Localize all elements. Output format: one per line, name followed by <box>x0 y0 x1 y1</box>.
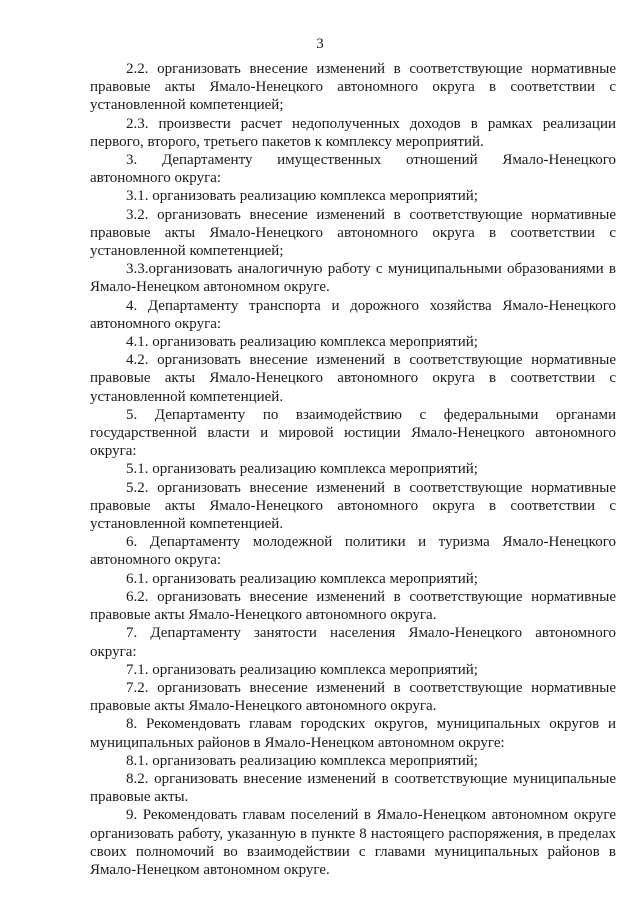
paragraph-4-2: 4.2. организовать внесение изменений в соответствующие нормативные правовые акты Ямало-Ненецкого автономного округа в соответствии с установленной компетенцией. <box>90 352 616 405</box>
paragraph-8-2: 8.2. организовать внесение изменений в соответствующие муниципальные правовые акты. <box>90 770 616 806</box>
paragraph-2-2: 2.2. организовать внесение изменений в соответствующие нормативные правовые акты Ямало-Ненецкого автономного округа в соответствии с установленной компетенцией; <box>90 61 616 114</box>
paragraph-5-2: 5.2. организовать внесение изменений в соответствующие нормативные правовые акты Ямало-Ненецкого автономного округа в соответствии с установленной компетенцией. <box>90 479 616 533</box>
paragraph-5: 5. Департаменту по взаимодействию с федеральными органами государственной власти и мировой юстиции Ямало-Ненецкого автономного округа: <box>90 406 616 460</box>
paragraph-3-1: 3.1. организовать реализацию комплекса мероприятий; <box>126 188 478 205</box>
paragraph-3: 3. Департаменту имущественных отношений Ямало-Ненецкого автономного округа: <box>90 152 616 187</box>
paragraph-3-3: 3.3.организовать аналогичную работу с муниципальными образованиями в Ямало-Ненецком автономном округе. <box>90 261 616 296</box>
page-number: 3 <box>316 36 324 52</box>
paragraph-7: 7. Департаменту занятости населения Ямало-Ненецкого автономного округа: <box>90 625 616 660</box>
paragraph-8: 8. Рекомендовать главам городских округов, муниципальных округов и муниципальных районов в Ямало-Ненецком автономном округе: <box>90 716 616 751</box>
paragraph-4: 4. Департаменту транспорта и дорожного хозяйства Ямало-Ненецкого автономного округа: <box>90 297 616 332</box>
paragraph-9: 9. Рекомендовать главам поселений в Ямало-Ненецком автономном округе организовать работу, указанную в пункте 8 настоящего распоряжения, в пределах своих полномочий во взаимодействии с главами муниципальных районов в Ямало-Ненецком автономном округе. <box>90 807 616 878</box>
paragraph-6-1: 6.1. организовать реализацию комплекса мероприятий; <box>126 570 478 587</box>
document-body <box>90 60 616 879</box>
paragraph-4-1: 4.1. организовать реализацию комплекса мероприятий; <box>126 334 478 351</box>
paragraph-7-1: 7.1. организовать реализацию комплекса мероприятий; <box>126 661 478 678</box>
paragraph-6: 6. Департаменту молодежной политики и туризма Ямало-Ненецкого автономного округа: <box>90 534 616 569</box>
paragraph-6-2: 6.2. организовать внесение изменений в соответствующие нормативные правовые акты Ямало-Ненецкого автономного округа. <box>90 588 616 624</box>
paragraph-8-1: 8.1. организовать реализацию комплекса мероприятий; <box>126 752 478 769</box>
paragraph-3-2: 3.2. организовать внесение изменений в соответствующие нормативные правовые акты Ямало-Ненецкого автономного округа в соответствии с установленной компетенцией; <box>90 206 616 260</box>
paragraph-5-1: 5.1. организовать реализацию комплекса мероприятий; <box>126 461 478 478</box>
paragraph-7-2: 7.2. организовать внесение изменений в соответствующие нормативные правовые акты Ямало-Ненецкого автономного округа. <box>90 679 616 715</box>
paragraph-2-3: 2.3. произвести расчет недополученных доходов в рамках реализации первого, второго, третьего пакетов к комплексу мероприятий. <box>90 115 616 150</box>
